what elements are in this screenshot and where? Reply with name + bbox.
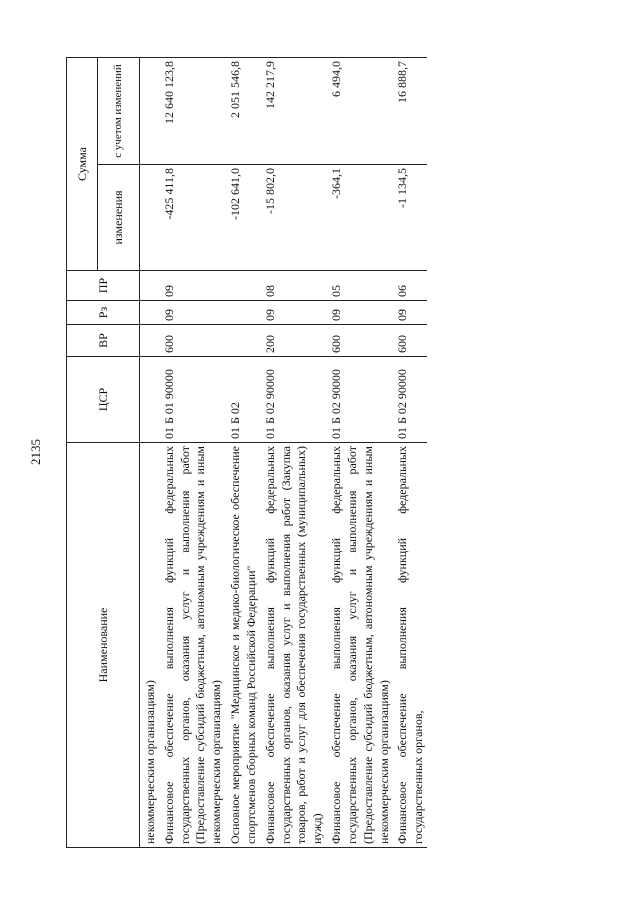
row-change: -425 411,8 (159, 165, 225, 271)
row-total (140, 57, 159, 164)
row-rz: 09 (392, 301, 427, 325)
row-rz (140, 301, 159, 325)
row-total: 142 217,9 (260, 57, 326, 164)
header-rz: Рз (67, 301, 140, 325)
row-rz: 09 (260, 301, 326, 325)
row-vr: 600 (392, 325, 427, 357)
row-name: Финансовое обеспечение выполнения функций федеральных государственных органов, оказания услуг и выполнения работ (Предоставление субсидий бюджетным, автономным учреждениям и иным некоммерческим организациям) (159, 443, 225, 848)
table-row (159, 57, 225, 847)
row-pr: 09 (159, 271, 225, 301)
row-change: -15 802,0 (260, 165, 326, 271)
row-pr: 05 (326, 271, 392, 301)
row-name: некоммерческим организациям) (140, 443, 159, 848)
row-vr: 600 (326, 325, 392, 357)
table-row (260, 57, 326, 847)
row-total: 2 051 546,8 (225, 57, 260, 164)
row-vr (225, 325, 260, 357)
header-vr: ВР (67, 325, 140, 357)
table-row (392, 57, 427, 847)
row-csr: 01 Б 02 90000 (392, 357, 427, 443)
row-rz: 09 (326, 301, 392, 325)
header-with-changes: с учетом изменений (98, 57, 140, 164)
row-change (140, 165, 159, 271)
header-changes: изменения (98, 165, 140, 271)
header-row-1 (67, 57, 98, 847)
row-vr: 600 (159, 325, 225, 357)
row-csr: 01 Б 01 90000 (159, 357, 225, 443)
row-vr (140, 325, 159, 357)
row-total: 16 888,7 (392, 57, 427, 164)
row-pr: 08 (260, 271, 326, 301)
row-csr: 01 Б 02 90000 (260, 357, 326, 443)
row-name: Финансовое обеспечение выполнения функций федеральных государственных органов, оказания услуг и выполнения работ (Закупка товаров, работ и услуг для обеспечения государственных (муниципальных) нужд) (260, 443, 326, 848)
header-sum: Сумма (67, 57, 98, 270)
header-csr: ЦСР (67, 357, 140, 443)
header-name: Наименование (67, 443, 140, 848)
row-rz (225, 301, 260, 325)
row-name: Основное мероприятие "Медицинское и медико-биологическое обеспечение спортсменов сборных команд Российской Федерации" (225, 443, 260, 848)
row-name: Финансовое обеспечение выполнения функций федеральных государственных органов, оказания услуг и выполнения работ (Предоставление субсидий бюджетным, автономным учреждениям и иным некоммерческим организациям) (326, 443, 392, 848)
table-row (225, 57, 260, 847)
table-row (326, 57, 392, 847)
row-pr: 06 (392, 271, 427, 301)
budget-table (66, 57, 427, 848)
table-row (140, 57, 159, 847)
row-total: 12 640 123,8 (159, 57, 225, 164)
row-name: Финансовое обеспечение выполнения функций федеральных государственных органов, (392, 443, 427, 848)
header-pr: ПР (67, 271, 140, 301)
row-change: -364,1 (326, 165, 392, 271)
row-csr (140, 357, 159, 443)
row-change: -1 134,5 (392, 165, 427, 271)
row-pr (225, 271, 260, 301)
row-total: 6 494,0 (326, 57, 392, 164)
budget-table-container (66, 58, 600, 848)
row-vr: 200 (260, 325, 326, 357)
row-csr: 01 Б 02 (225, 357, 260, 443)
row-csr: 01 Б 02 90000 (326, 357, 392, 443)
row-rz: 09 (159, 301, 225, 325)
page-number: 2135 (28, 439, 43, 465)
row-pr (140, 271, 159, 301)
row-change: -102 641,0 (225, 165, 260, 271)
